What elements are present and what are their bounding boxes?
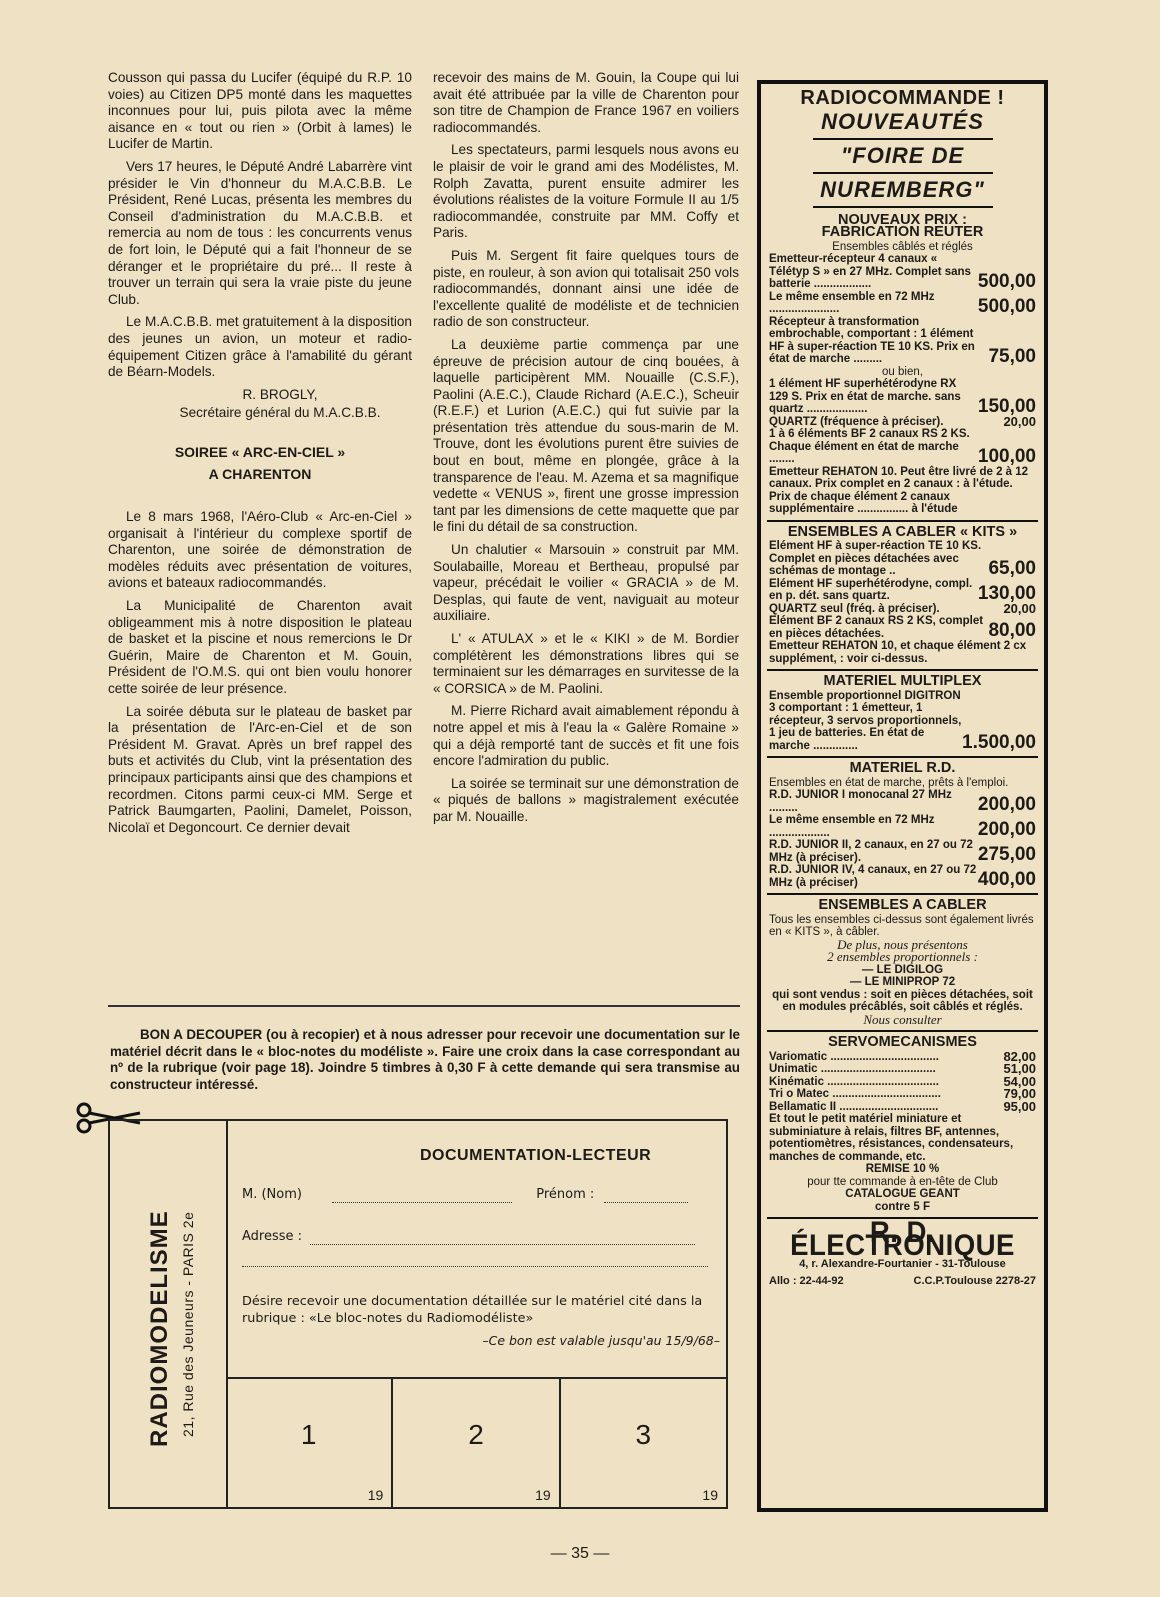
product-price: 1.500,00 bbox=[962, 732, 1036, 753]
coupon-sidebar bbox=[110, 1121, 228, 1507]
consult-text: Nous consulter bbox=[863, 1011, 942, 1027]
product-description: Elément BF 2 canaux RS 2 KS, complet en pièces détachées. bbox=[769, 615, 984, 640]
servo-name: Tri o Matec .................................. bbox=[769, 1088, 941, 1100]
article-column-1 bbox=[108, 70, 412, 842]
paragraph: L' « ATULAX » et le « KIKI » de M. Bordier complétèrent les démonstrations libres qui se terminaient sur les démarrages en survitesse de la « CORSICA » de M. Paolini. bbox=[433, 631, 739, 696]
brand-ccp: C.C.P.Toulouse 2278-27 bbox=[913, 1274, 1036, 1287]
servo-name: Variomatic .................................. bbox=[769, 1050, 939, 1063]
rubric-box-1[interactable] bbox=[226, 1379, 393, 1509]
product-price: 500,00 bbox=[977, 295, 1036, 317]
brand-address: 4, r. Alexandre-Fourtanier - 31-Toulouse bbox=[799, 1258, 1006, 1270]
paragraph: La soirée se terminait sur une démonstration de « piqués de ballons » magistralement exécutée par M. Nouaille. bbox=[433, 775, 739, 824]
rubric-box-3[interactable] bbox=[561, 1379, 726, 1509]
product-price: 275,00 bbox=[977, 844, 1036, 865]
rubric-number: 2 bbox=[468, 1419, 484, 1450]
section-title: MATERIEL MULTIPLEX bbox=[823, 673, 982, 689]
servo-price: 82,00 bbox=[1003, 1048, 1036, 1064]
paragraph: Le 8 mars 1968, l'Aéro-Club « Arc-en-Ciel » organisait à l'intérieur du complexe sportif de Charenton, une soirée de démonstration de modèles réduits avec présentation de voitures, avions et bateaux radiocommandés. bbox=[108, 509, 412, 591]
paragraph: Puis M. Sergent fit faire quelques tours de piste, en rouleur, à son avion qui totalisait 250 vols radiocommandés, donnant ainsi une idée de l'excellente qualité de modéliste et de technicien radio de son constructeur. bbox=[433, 247, 739, 330]
publisher-name: RADIOMODELISME bbox=[146, 1210, 173, 1447]
paragraph: Un chalutier « Marsouin » construit par MM. Soulabaille, Moreau et Bertheau, propulsé par vapeur, précédait le voilier « GRACIA » de M. Desplas, qui faute de vent, naviguait au moteur auxiliaire. bbox=[433, 542, 739, 624]
product-price: 130,00 bbox=[977, 582, 1036, 604]
product-price: 20,00 bbox=[1003, 600, 1036, 616]
coupon-title: DOCUMENTATION-LECTEUR bbox=[420, 1147, 652, 1164]
rd-electronique-advertisement bbox=[757, 80, 1048, 1512]
product-price: 200,00 bbox=[977, 819, 1036, 840]
ad-subtitle: NUREMBERG" bbox=[820, 176, 985, 202]
paragraph: recevoir des mains de M. Gouin, la Coupe qui lui avait été attribuée par la ville de Charenton pour son titre de Champion de France 1967 en voiliers radiocommandés. bbox=[433, 70, 739, 135]
product-price: 400,00 bbox=[977, 869, 1036, 890]
kits-item: — LE MINIPROP 72 bbox=[849, 976, 956, 988]
product-description: R.D. JUNIOR I monocanal 27 MHz ......... bbox=[769, 789, 952, 814]
section-title: SERVOMECANISMES bbox=[828, 1034, 977, 1050]
product-price: 80,00 bbox=[988, 620, 1036, 641]
signature-name: R. BROGLY, bbox=[242, 386, 318, 402]
brand-name: R. D. ÉLECTRONIQUE bbox=[790, 1216, 1015, 1262]
servo-name: Kinématic ................................... bbox=[769, 1075, 939, 1088]
catalog-price: contre 5 F bbox=[875, 1200, 930, 1213]
paragraph: M. Pierre Richard avait aimablement répondu à notre appel et mis à l'eau la « Galère Romaine » qui a déjà remporté tant de succès et fit une fois encore l'admiration du public. bbox=[433, 703, 739, 769]
servo-price: 54,00 bbox=[1003, 1073, 1036, 1089]
product-description: 1 à 6 éléments BF 2 canaux RS 2 KS. Chaque élément en état de marche ........ bbox=[769, 428, 970, 465]
paragraph: La Municipalité de Charenton avait obligeamment mis à notre disposition le plateau de basket et la piscine et nous remercions le Dr Guérin, Maire de Charenton et M. Gouin, Président de l'O.M.S. qui ont bien voulu honorer cette soirée de leur présence. bbox=[108, 598, 412, 696]
paragraph: Vers 17 heures, le Député André Labarrère vint présider le Vin d'honneur du M.A.C.B.B. Le Président, René Lucas, présenta les membres du Conseil d'administration du M.A.C.B.B. et remercia au nom de tous : les concurrents venus de fort loin, le Député qui a fait l'honneur de se déranger et le propriétaire du pré... Il reste à trouver un terrain qui sera la vraie piste du jeune Club. bbox=[108, 158, 412, 307]
kits-sold-text: qui sont vendus : soit en pièces détachées, soit en modules précâblés, soit câblés et réglés. bbox=[772, 988, 1033, 1013]
product-price: 200,00 bbox=[977, 794, 1036, 815]
catalog: CATALOGUE GEANT bbox=[845, 1188, 960, 1200]
section-intro: Ensembles câblés et réglés bbox=[832, 240, 973, 253]
ad-subtitle: "FOIRE DE bbox=[840, 142, 965, 168]
documentation-coupon bbox=[108, 1119, 728, 1509]
product-description: R.D. JUNIOR II, 2 canaux, en 27 ou 72 MHz (à préciser). bbox=[769, 839, 973, 864]
discount: REMISE 10 % bbox=[865, 1163, 940, 1175]
product-price: 500,00 bbox=[977, 270, 1036, 292]
servo-row bbox=[769, 1098, 1036, 1114]
publisher-address: 21, Rue des Jeuneurs - PARIS 2e bbox=[180, 1211, 196, 1437]
product-description: R.D. JUNIOR IV, 4 canaux, en 27 ou 72 MHz (à préciser) bbox=[769, 864, 977, 889]
kits-text: Tous les ensembles ci-dessus sont également livrés en « KITS », à câbler. bbox=[769, 913, 1034, 938]
kits-item: — LE DIGILOG bbox=[861, 963, 944, 976]
servo-name: Bellamatic II ............................... bbox=[769, 1100, 939, 1113]
section-title: MATERIEL R.D. bbox=[849, 760, 956, 776]
request-text: Désire recevoir une documentation détaillée sur le matériel cité dans la rubrique : «Le bloc-notes du Radiomodéliste» bbox=[242, 1294, 703, 1326]
product-description: Le même ensemble en 72 MHz ................... bbox=[769, 814, 935, 839]
product-price: 20,00 bbox=[1003, 413, 1036, 429]
firstname-field[interactable] bbox=[604, 1187, 688, 1203]
product-description: Ensemble proportionnel DIGITRON 3 comportant : 1 émetteur, 1 récepteur, 3 servos proportionnels, 1 jeu de batteries. En état de marche .............. bbox=[769, 689, 962, 752]
product-description: Récepteur à transformation embrochable, comportant : 1 élément HF à super-réaction TE 10 KS. Prix en état de marche ......... bbox=[769, 315, 975, 365]
rubric-year: 19 bbox=[702, 1487, 718, 1503]
servo-price: 79,00 bbox=[1003, 1086, 1036, 1101]
section-title: FABRICATION REUTER bbox=[821, 224, 984, 240]
product-description: QUARTZ seul (fréq. à préciser). bbox=[769, 602, 940, 615]
paragraph: La deuxième partie commença par une épreuve de précision autour de cinq bouées, à laquelle participèrent MM. Nouaille (C.S.F.), Paolini (A.E.C.), Claude Richard (A.E.C.), Scheuir (R.E.F.) et Lurion (A.E.C.) qui fut suivie par la présentation très attendue du sous-marin de M. Trouve, dont les évolutions purent être suivies de bout en bout, même en plongée, grâce à la transparence de l'eau. M. Azema et sa magnifique vedette « VENUS », firent une grosse impression tant par les dimensions de cette maquette que par le fini du détail de sa construction. bbox=[433, 336, 739, 535]
section-title: ENSEMBLES A CABLER bbox=[818, 897, 987, 913]
servo-row bbox=[769, 1063, 1036, 1076]
section-heading: SOIREE « ARC-EN-CIEL » bbox=[174, 443, 346, 460]
kits-more: De plus, nous présentons bbox=[837, 936, 968, 952]
coupon-instructions: BON A DECOUPER (ou à recopier) et à nous adresser pour recevoir une documentation sur le matériel décrit dans le « bloc-notes du modéliste ». Faire une croix dans la case correspondant au nº de la rubrique (voir page 18). Joindre 5 timbres à 0,30 F à cette demande qui sera transmise au constructeur intéressé. bbox=[110, 1027, 740, 1092]
divider bbox=[108, 1005, 740, 1007]
paragraph: Le M.A.C.B.B. met gratuitement à la disposition des jeunes un avion, un moteur et radio-équipement Citizen grâce à l'amabilité du gérant de Béarn-Models. bbox=[108, 314, 412, 380]
section-heading: A CHARENTON bbox=[208, 466, 312, 483]
paragraph: La soirée débuta sur le plateau de basket par la présentation de l'Arc-en-Ciel et de son Président M. Gravat. Après un bref rappel des buts et activités du Club, vint la présentation des principaux participants ainsi que des champions et recordmen. Citons parmi ceux-ci MM. Serge et Patrick Baumgarten, Paolini, Damelet, Poisson, Nicolaï et Degoncourt. Ce dernier devait bbox=[108, 703, 412, 835]
rubric-number: 1 bbox=[300, 1419, 317, 1450]
product-description: Emetteur REHATON 10. Peut être livré de 2 à 12 canaux. Prix complet en 2 canaux : à l'étude. Prix de chaque élément 2 canaux supplémentaire ................ à l'étude bbox=[769, 465, 1029, 515]
product-description: Elément HF superhétérodyne, compl. en p. dét. sans quartz. bbox=[769, 577, 973, 602]
signature-title: Secrétaire général du M.A.C.B.B. bbox=[179, 405, 381, 421]
rubric-year: 19 bbox=[535, 1487, 551, 1503]
rubric-box-2[interactable] bbox=[393, 1379, 560, 1509]
servo-row bbox=[769, 1088, 1036, 1101]
product-price: 100,00 bbox=[977, 445, 1036, 467]
servo-name: Unimatic .................................... bbox=[769, 1063, 936, 1075]
page-number: — 35 — bbox=[550, 1545, 610, 1562]
article-column-2 bbox=[433, 70, 739, 832]
kits-more: 2 ensembles proportionnels : bbox=[827, 949, 978, 964]
rubric-year: 19 bbox=[367, 1487, 384, 1503]
product-price: 150,00 bbox=[977, 395, 1036, 417]
product-price: 75,00 bbox=[988, 345, 1036, 367]
brand-phone: Allo : 22-44-92 bbox=[769, 1274, 844, 1287]
servo-row bbox=[769, 1073, 1036, 1089]
name-field[interactable] bbox=[332, 1187, 512, 1203]
product-description: QUARTZ (fréquence à préciser). bbox=[769, 415, 944, 428]
ad-subtitle: NOUVEAUTÉS bbox=[821, 108, 984, 134]
discount-condition: pour tte commande à en-tête de Club bbox=[807, 1175, 998, 1188]
address-field[interactable] bbox=[310, 1229, 695, 1245]
address-field-line2[interactable] bbox=[242, 1251, 708, 1267]
servo-price: 95,00 bbox=[1003, 1098, 1036, 1114]
servo-row bbox=[769, 1048, 1036, 1064]
validity-text: –Ce bon est valable jusqu'au 15/9/68– bbox=[482, 1333, 720, 1348]
product-price: 65,00 bbox=[988, 557, 1036, 579]
paragraph: Cousson qui passa du Lucifer (équipé du R.P. 10 voies) au Citizen DP5 monté dans les maquettes inconnues pour lui, puis pilota avec la même aisance en « tout ou rien » (Orbit à lames) le Lucifer de Martin. bbox=[108, 70, 412, 152]
section-title: NOUVEAUX PRIX : bbox=[838, 211, 967, 228]
section-title: ENSEMBLES A CABLER « KITS » bbox=[787, 523, 1018, 540]
section-intro: Ensembles en état de marche, prêts à l'emploi. bbox=[769, 776, 1009, 789]
address-label: Adresse : bbox=[242, 1229, 303, 1244]
ad-title: RADIOCOMMANDE ! bbox=[800, 87, 1005, 109]
product-alternative: ou bien, bbox=[882, 365, 923, 378]
rubric-boxes bbox=[226, 1377, 726, 1509]
product-description: Elément HF à super-réaction TE 10 KS. Complet en pièces détachées avec schémas de montage .. bbox=[769, 540, 982, 577]
name-label: M. (Nom) bbox=[242, 1187, 302, 1202]
paragraph: Les spectateurs, parmi lesquels nous avons eu le plaisir de voir le grand ami des Modélistes, M. Rolph Zavatta, purent ensuite admirer les évolutions réalistes de la voiture Formule II au 1/5 radiocommandée, construite par MM. Coffy et Paris. bbox=[433, 142, 739, 241]
product-description: Emetteur REHATON 10, et chaque élément 2 cx supplément, : voir ci-dessus. bbox=[769, 640, 1027, 665]
product-description: Emetteur-récepteur 4 canaux « Télétyp S » en 27 MHz. Complet sans batterie .................. bbox=[769, 253, 971, 290]
firstname-label: Prénom : bbox=[536, 1187, 595, 1202]
servo-price: 51,00 bbox=[1003, 1061, 1036, 1076]
rubric-number: 3 bbox=[635, 1419, 652, 1450]
product-description: Le même ensemble en 72 MHz ...................... bbox=[769, 290, 935, 315]
product-description: 1 élément HF superhétérodyne RX 129 S. Prix en état de marche. sans quartz ................... bbox=[769, 378, 961, 415]
misc-text: Et tout le petit matériel miniature et subminiature à relais, filtres BF, antennes, potentiomètres, résistances, condensateurs, manches de commande, etc. bbox=[769, 1113, 1014, 1163]
